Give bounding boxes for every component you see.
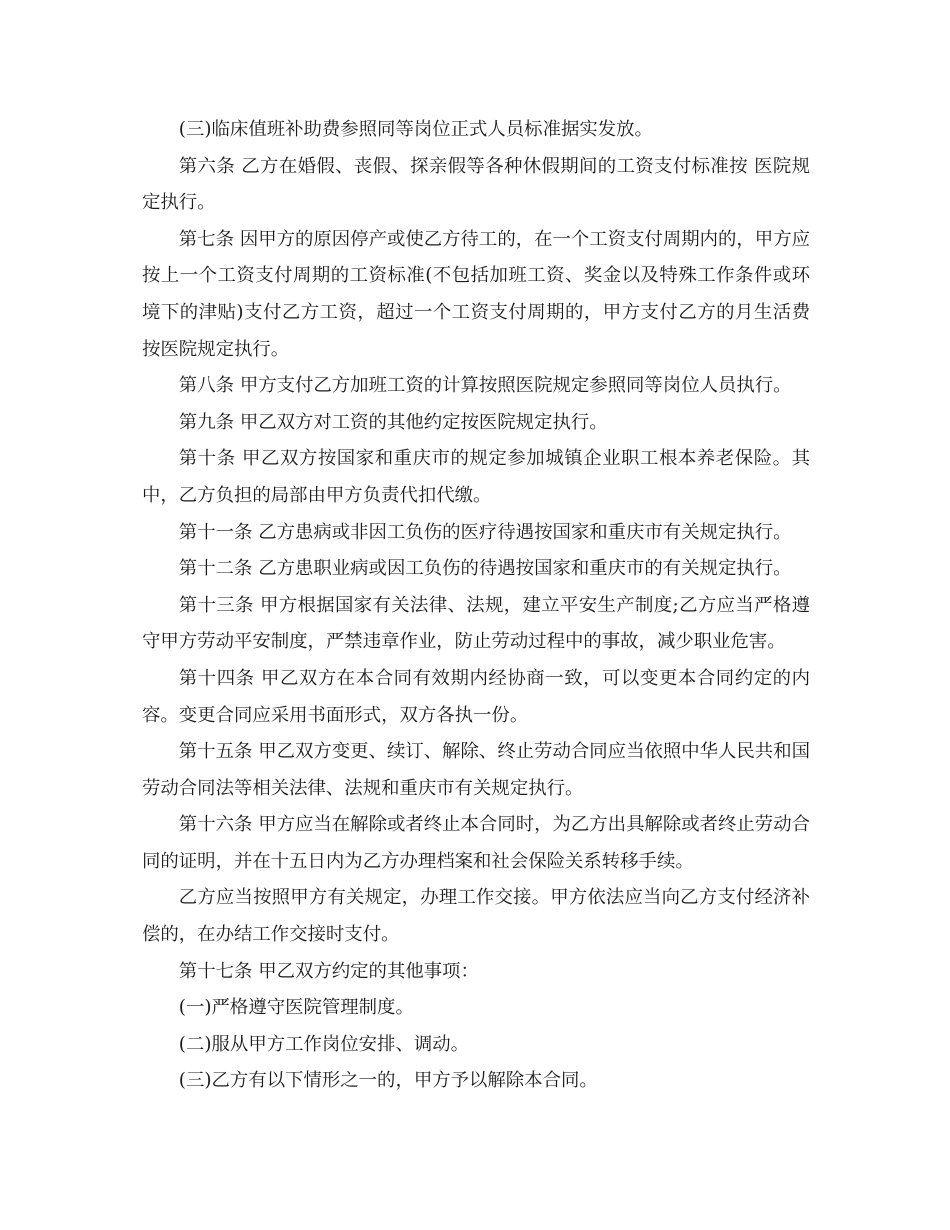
paragraph-item-2: (二)服从甲方工作岗位安排、调动。 [178, 1033, 470, 1055]
document-body [142, 112, 810, 1100]
paragraph-article-8: 第八条 甲方支付乙方加班工资的计算按照医院规定参照同等岗位人员执行。 [178, 375, 792, 397]
paragraph-article-6: 第六条 乙方在婚假、丧假、探亲假等各种休假期间的工资支付标准按 医院规定执行。 [142, 155, 810, 214]
paragraph-article-10: 第十条 甲乙双方按国家和重庆市的规定参加城镇企业职工根本养老保险。其中，乙方负担的局部由甲方负责代扣代缴。 [142, 448, 810, 506]
paragraph-article-12: 第十二条 乙方患职业病或因工负伤的待遇按国家和重庆市的有关规定执行。 [178, 558, 792, 580]
paragraph-article-7: 第七条 因甲方的原因停产或使乙方待工的，在一个工资支付周期内的，甲方应按上一个工资支付周期的工资标准(不包括加班工资、奖金以及特殊工作条件或环境下的津贴)支付乙方工资，超过一个工资支付周期的，甲方支付乙方的月生活费按医院规定执行。 [142, 228, 810, 360]
paragraph-article-16: 第十六条 甲方应当在解除或者终止本合同时，为乙方出具解除或者终止劳动合同的证明，并在十五日内为乙方办理档案和社会保险关系转移手续。 [142, 814, 810, 872]
paragraph-article-15: 第十五条 甲乙双方变更、续订、解除、终止劳动合同应当依照中华人民共和国劳动合同法等相关法律、法规和重庆市有关规定执行。 [142, 741, 810, 799]
paragraph-handover: 乙方应当按照甲方有关规定，办理工作交接。甲方依法应当向乙方支付经济补偿的，在办结工作交接时支付。 [142, 887, 810, 946]
paragraph-article-13: 第十三条 甲方根据国家有关法律、法规，建立平安生产制度;乙方应当严格遵守甲方劳动平安制度，严禁违章作业，防止劳动过程中的事故，减少职业危害。 [142, 594, 810, 653]
paragraph-item-1: (一)严格遵守医院管理制度。 [178, 997, 414, 1019]
paragraph-article-11: 第十一条 乙方患病或非因工负伤的医疗待遇按国家和重庆市有关规定执行。 [178, 521, 792, 543]
paragraph-article-17: 第十七条 甲乙双方约定的其他事项： [178, 960, 479, 982]
paragraph-article-14: 第十四条 甲乙双方在本合同有效期内经协商一致，可以变更本合同约定的内容。变更合同应采用书面形式，双方各执一份。 [142, 667, 810, 726]
paragraph-clause-3-allowance: (三)临床值班补助费参照同等岗位正式人员标准据实发放。 [178, 119, 653, 140]
paragraph-article-9: 第九条 甲乙双方对工资的其他约定按医院规定执行。 [178, 411, 608, 433]
paragraph-item-3: (三)乙方有以下情形之一的，甲方予以解除本合同。 [178, 1070, 598, 1092]
